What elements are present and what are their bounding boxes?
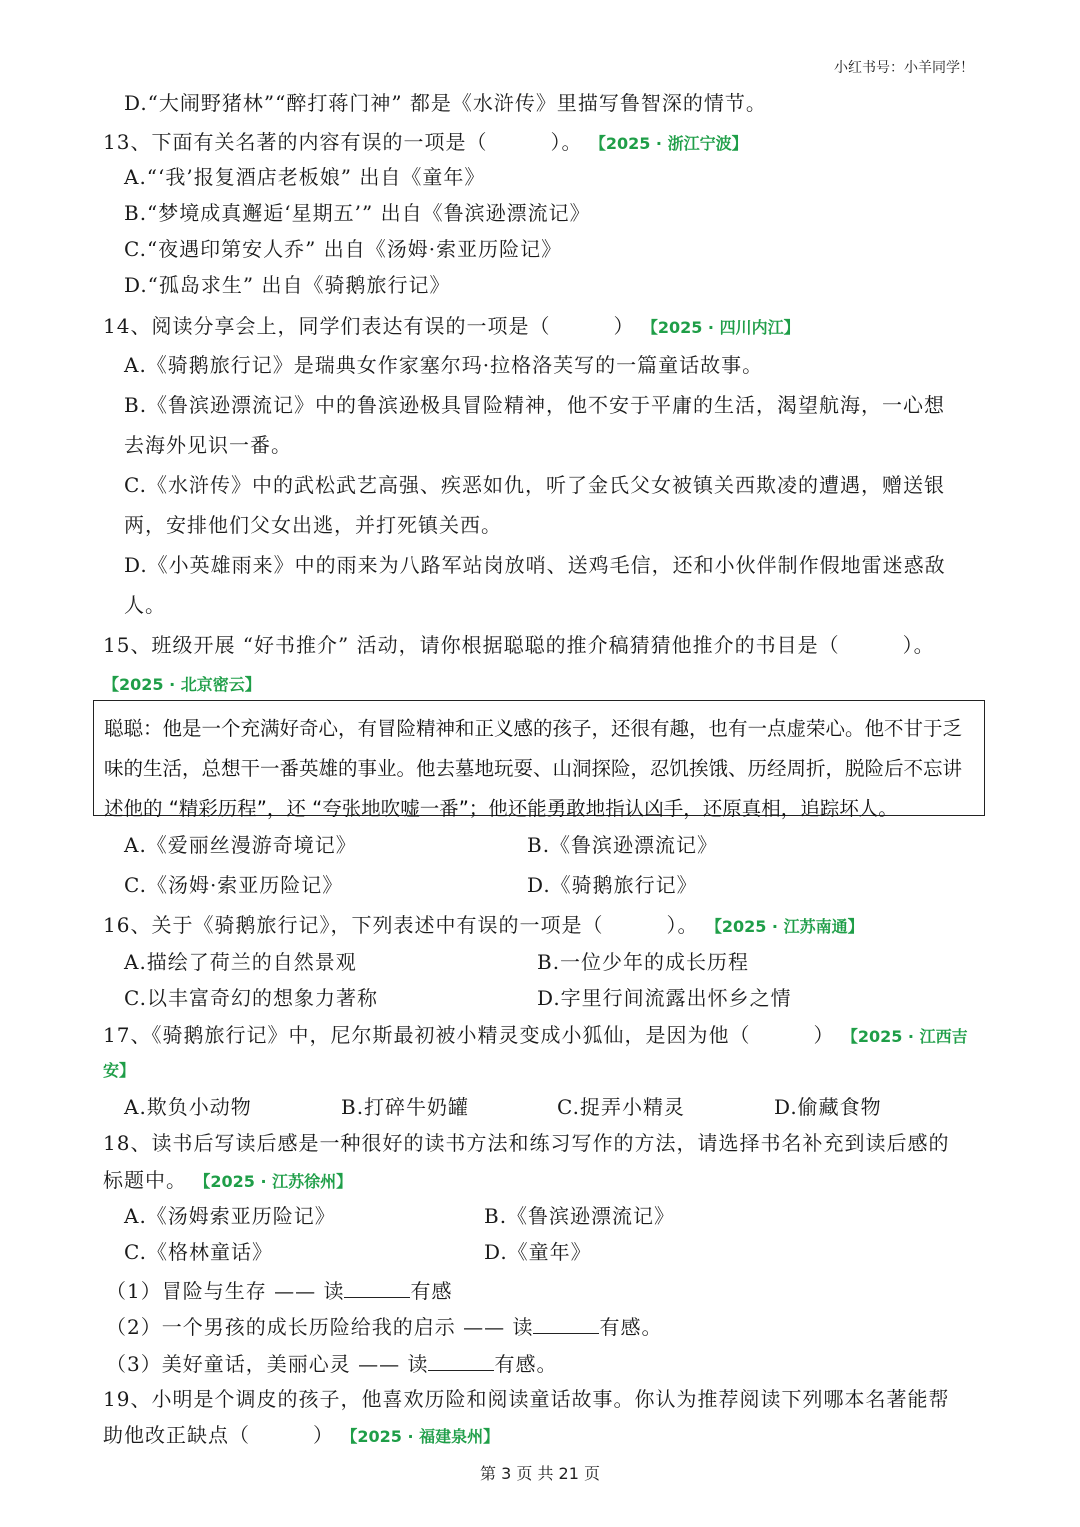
q13-option-d: D.“孤岛求生” 出自《骑鹅旅行记》 (124, 273, 451, 297)
question-14-source-tag: 【2025 · 四川内江】 (641, 318, 800, 337)
q18-sub2-prefix: （2）一个男孩的成长历险给我的启示 —— 读 (106, 1315, 534, 1339)
q18-option-a: A.《汤姆索亚历险记》 (124, 1204, 336, 1228)
q18-subquestion-2 (106, 1315, 662, 1337)
recommendation-box (93, 700, 985, 820)
q13-option-c: C.“夜遇印第安人乔” 出自《汤姆·索亚历险记》 (124, 237, 563, 261)
q13-option-a: A.“‘我’报复酒店老板娘” 出自《童年》 (124, 165, 486, 189)
question-19-source-tag: 【2025 · 福建泉州】 (341, 1427, 500, 1446)
question-17-source-tag-cont: 安】 (103, 1061, 136, 1080)
q14-option-b-line1: B.《鲁滨逊漂流记》中的鲁滨逊极具冒险精神，他不安于平庸的生活，渴望航海，一心想 (124, 393, 946, 417)
q18-sub1-suffix: 有感 (410, 1279, 453, 1303)
page-header: 小红书号：小羊同学！ (834, 60, 974, 76)
question-13-stem: 13、下面有关名著的内容有误的一项是（ ）。 (103, 130, 583, 154)
q18-option-c: C.《格林童话》 (124, 1240, 273, 1264)
q16-option-a: A.描绘了荷兰的自然景观 (124, 950, 357, 974)
question-13-source-tag: 【2025 · 浙江宁波】 (589, 134, 748, 153)
q18-sub1-prefix: （1）冒险与生存 —— 读 (106, 1279, 345, 1303)
question-16-source-tag: 【2025 · 江苏南通】 (705, 917, 864, 936)
answer-blank-1[interactable] (344, 1279, 410, 1298)
question-17-stem: 17、《骑鹅旅行记》中，尼尔斯最初被小精灵变成小狐仙，是因为他（ ） (103, 1023, 835, 1047)
q18-subquestion-1 (106, 1279, 452, 1301)
q16-option-d: D.字里行间流露出怀乡之情 (537, 986, 792, 1010)
question-17 (103, 1025, 968, 1045)
question-14 (103, 316, 800, 336)
answer-blank-3[interactable] (428, 1352, 494, 1371)
q14-option-d-line1: D.《小英雄雨来》中的雨来为八路军站岗放哨、送鸡毛信，还和小伙伴制作假地雷迷惑敌 (124, 553, 946, 577)
q15-option-a: A.《爱丽丝漫游奇境记》 (124, 833, 357, 857)
question-19-stem-end: 助他改正缺点（ ） (103, 1423, 334, 1447)
question-19-line2 (103, 1425, 499, 1445)
question-15-source-tag: 【2025 · 北京密云】 (103, 675, 261, 694)
q14-option-c-line1: C.《水浒传》中的武松武艺高强、疾恶如仇，听了金氏父女被镇关西欺凌的遭遇，赠送银 (124, 473, 945, 497)
q18-option-b: B.《鲁滨逊漂流记》 (484, 1204, 676, 1228)
question-18-source-tag: 【2025 · 江苏徐州】 (194, 1172, 353, 1191)
question-18-line2 (103, 1170, 352, 1190)
q17-option-d: D.偷藏食物 (774, 1095, 882, 1119)
question-19-line1: 19、小明是个调皮的孩子，他喜欢历险和阅读童话故事。你认为推荐阅读下列哪本名著能帮 (103, 1387, 950, 1411)
q14-option-b-line2: 去海外见识一番。 (124, 433, 292, 457)
q18-sub2-suffix: 有感。 (599, 1315, 663, 1339)
q13-option-b: B.“梦境成真邂逅‘星期五’” 出自《鲁滨逊漂流记》 (124, 201, 591, 225)
q14-option-a: A.《骑鹅旅行记》是瑞典女作家塞尔玛·拉格洛芙写的一篇童话故事。 (124, 353, 764, 377)
q14-option-d-line2: 人。 (124, 593, 166, 617)
question-17-source-tag: 【2025 · 江西吉 (841, 1027, 968, 1046)
recommendation-line-3: 述他的 “精彩历程”，还 “夸张地吹嘘一番”；他还能勇敢地指认凶手，还原真相，追踪坏人。 (104, 797, 898, 820)
q12-option-d: D.“大闹野猪林”“醉打蒋门神” 都是《水浒传》里描写鲁智深的情节。 (124, 91, 767, 115)
question-16-stem: 16、关于《骑鹅旅行记》，下列表述中有误的一项是（ ）。 (103, 913, 699, 937)
question-13 (103, 132, 748, 152)
q14-option-c-line2: 两，安排他们父女出逃，并打死镇关西。 (124, 513, 502, 537)
q15-option-b: B.《鲁滨逊漂流记》 (527, 833, 719, 857)
q16-option-b: B.一位少年的成长历程 (537, 950, 750, 974)
q15-option-c: C.《汤姆·索亚历险记》 (124, 873, 344, 897)
q17-option-c: C.捉弄小精灵 (557, 1095, 685, 1119)
q17-option-b: B.打碎牛奶罐 (341, 1095, 470, 1119)
q17-option-a: A.欺负小动物 (124, 1095, 252, 1119)
recommendation-line-1: 聪聪：他是一个充满好奇心，有冒险精神和正义感的孩子，还很有趣，也有一点虚荣心。他不甘于乏 (104, 717, 963, 740)
q16-option-c: C.以丰富奇幻的想象力著称 (124, 986, 378, 1010)
page-footer: 第 3 页 共 21 页 (480, 1464, 600, 1483)
answer-blank-2[interactable] (533, 1315, 599, 1334)
question-18-stem-end: 标题中。 (103, 1168, 187, 1192)
recommendation-line-2: 味的生活，总想干一番英雄的事业。他去墓地玩耍、山洞探险，忍饥挨饿、历经周折，脱险后不忘讲 (104, 757, 963, 780)
question-15-stem: 15、班级开展 “好书推介” 活动，请你根据聪聪的推介稿猜猜他推介的书目是（ ）。 (103, 633, 935, 657)
q18-sub3-suffix: 有感。 (494, 1352, 558, 1376)
q18-option-d: D.《童年》 (484, 1240, 592, 1264)
q18-subquestion-3 (106, 1352, 557, 1374)
question-14-stem: 14、阅读分享会上，同学们表达有误的一项是（ ） (103, 314, 635, 338)
q15-option-d: D.《骑鹅旅行记》 (527, 873, 698, 897)
question-16 (103, 915, 864, 935)
question-18-line1: 18、读书后写读后感是一种很好的读书方法和练习写作的方法，请选择书名补充到读后感的 (103, 1131, 950, 1155)
q18-sub3-prefix: （3）美好童话，美丽心灵 —— 读 (106, 1352, 429, 1376)
